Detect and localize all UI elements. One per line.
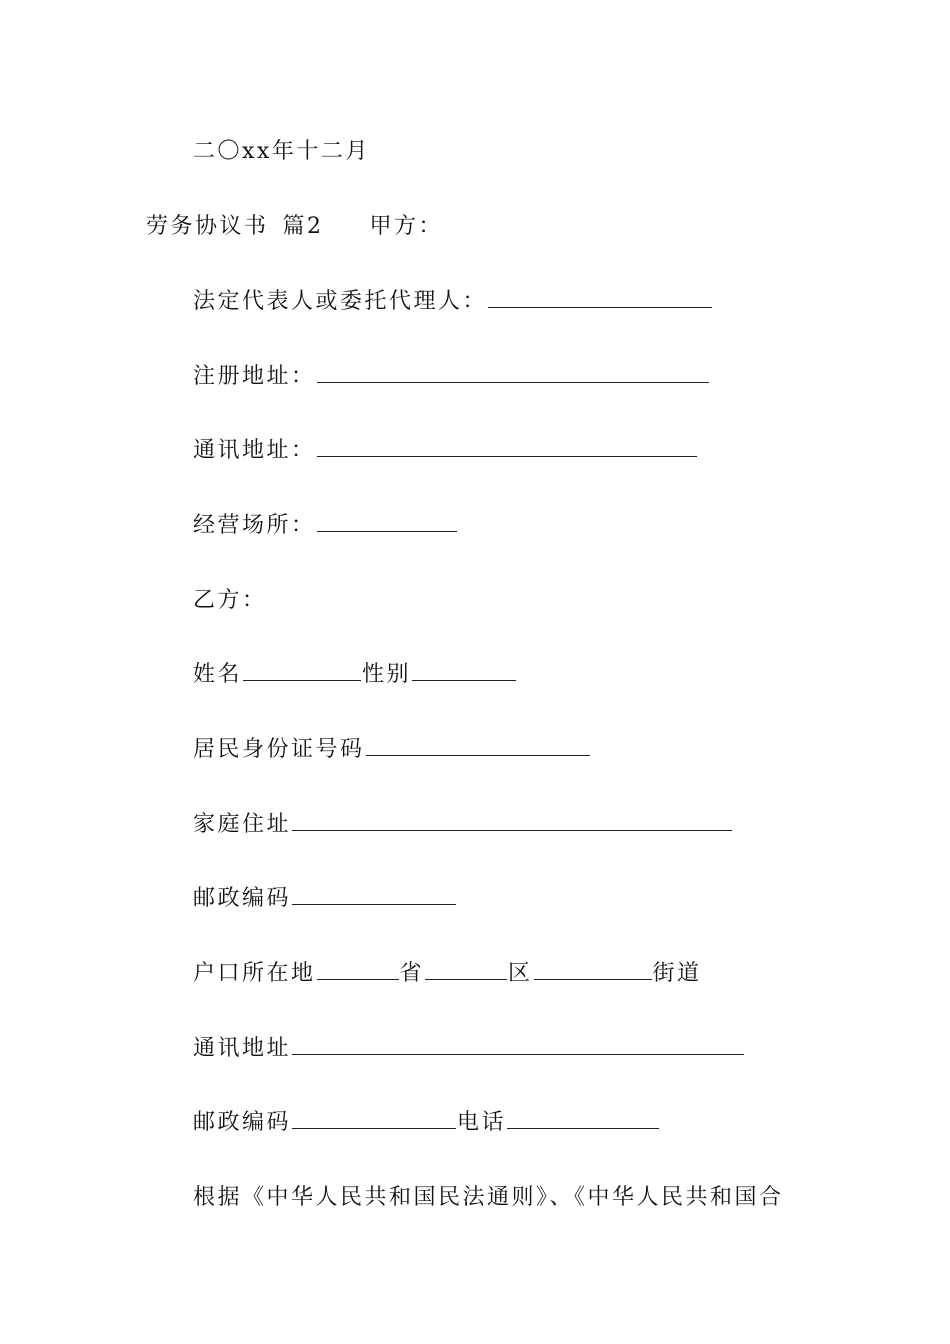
name-gender-row bbox=[193, 660, 517, 690]
reg-addr-row bbox=[193, 362, 710, 392]
postcode2-blank[interactable] bbox=[292, 1110, 456, 1129]
date-text: 二〇xx年十二月 bbox=[193, 139, 370, 164]
name-blank[interactable] bbox=[243, 662, 361, 681]
home-addr-label: 家庭住址 bbox=[193, 812, 292, 837]
biz-place-label: 经营场所： bbox=[193, 513, 316, 538]
comm-addr-blank[interactable] bbox=[317, 438, 697, 457]
reg-addr-label: 注册地址： bbox=[193, 364, 316, 389]
hukou-district-blank[interactable] bbox=[425, 961, 507, 980]
basis-paragraph bbox=[193, 1183, 784, 1213]
party-b-label: 乙方： bbox=[193, 588, 267, 613]
party-b-row bbox=[193, 586, 267, 616]
hukou-label: 户口所在地 bbox=[193, 961, 316, 986]
hukou-province-blank[interactable] bbox=[317, 961, 399, 980]
comm-addr-b-label: 通讯地址 bbox=[193, 1036, 292, 1061]
biz-place-row bbox=[193, 511, 458, 541]
home-addr-row bbox=[193, 810, 733, 840]
hukou-row bbox=[193, 959, 702, 989]
comm-addr-label: 通讯地址： bbox=[193, 438, 316, 463]
postcode2-label: 邮政编码 bbox=[193, 1110, 292, 1135]
id-label: 居民身份证号码 bbox=[193, 737, 365, 762]
rep-row bbox=[193, 287, 713, 317]
rep-label: 法定代表人或委托代理人： bbox=[193, 289, 488, 314]
street-label: 街道 bbox=[652, 961, 702, 986]
part-label: 篇2 bbox=[282, 214, 324, 239]
comm-addr-row bbox=[193, 436, 698, 466]
biz-place-blank[interactable] bbox=[317, 513, 457, 532]
gender-label: 性别 bbox=[362, 662, 412, 687]
gender-blank[interactable] bbox=[412, 662, 516, 681]
postcode-phone-row bbox=[193, 1108, 660, 1138]
phone-label: 电话 bbox=[457, 1110, 507, 1135]
party-a-label: 甲方： bbox=[369, 214, 444, 239]
name-label: 姓名 bbox=[193, 662, 243, 687]
postcode-blank[interactable] bbox=[292, 886, 456, 905]
basis-text: 根据《中华人民共和国民法通则》、《中华人民共和国合 bbox=[193, 1185, 784, 1210]
date-line bbox=[193, 137, 370, 167]
reg-addr-blank[interactable] bbox=[317, 364, 709, 383]
agreement-title: 劳务协议书 bbox=[146, 214, 269, 239]
home-addr-blank[interactable] bbox=[292, 812, 732, 831]
phone-blank[interactable] bbox=[507, 1110, 659, 1129]
comm-addr-b-row bbox=[193, 1034, 745, 1064]
postcode-row bbox=[193, 884, 457, 914]
hukou-street-blank[interactable] bbox=[534, 961, 652, 980]
rep-blank[interactable] bbox=[488, 289, 712, 308]
postcode-label: 邮政编码 bbox=[193, 886, 292, 911]
comm-addr-b-blank[interactable] bbox=[292, 1036, 744, 1055]
id-blank[interactable] bbox=[366, 737, 590, 756]
district-label: 区 bbox=[508, 961, 533, 986]
agreement-heading bbox=[146, 212, 443, 242]
id-row bbox=[193, 735, 591, 765]
province-label: 省 bbox=[399, 961, 425, 986]
